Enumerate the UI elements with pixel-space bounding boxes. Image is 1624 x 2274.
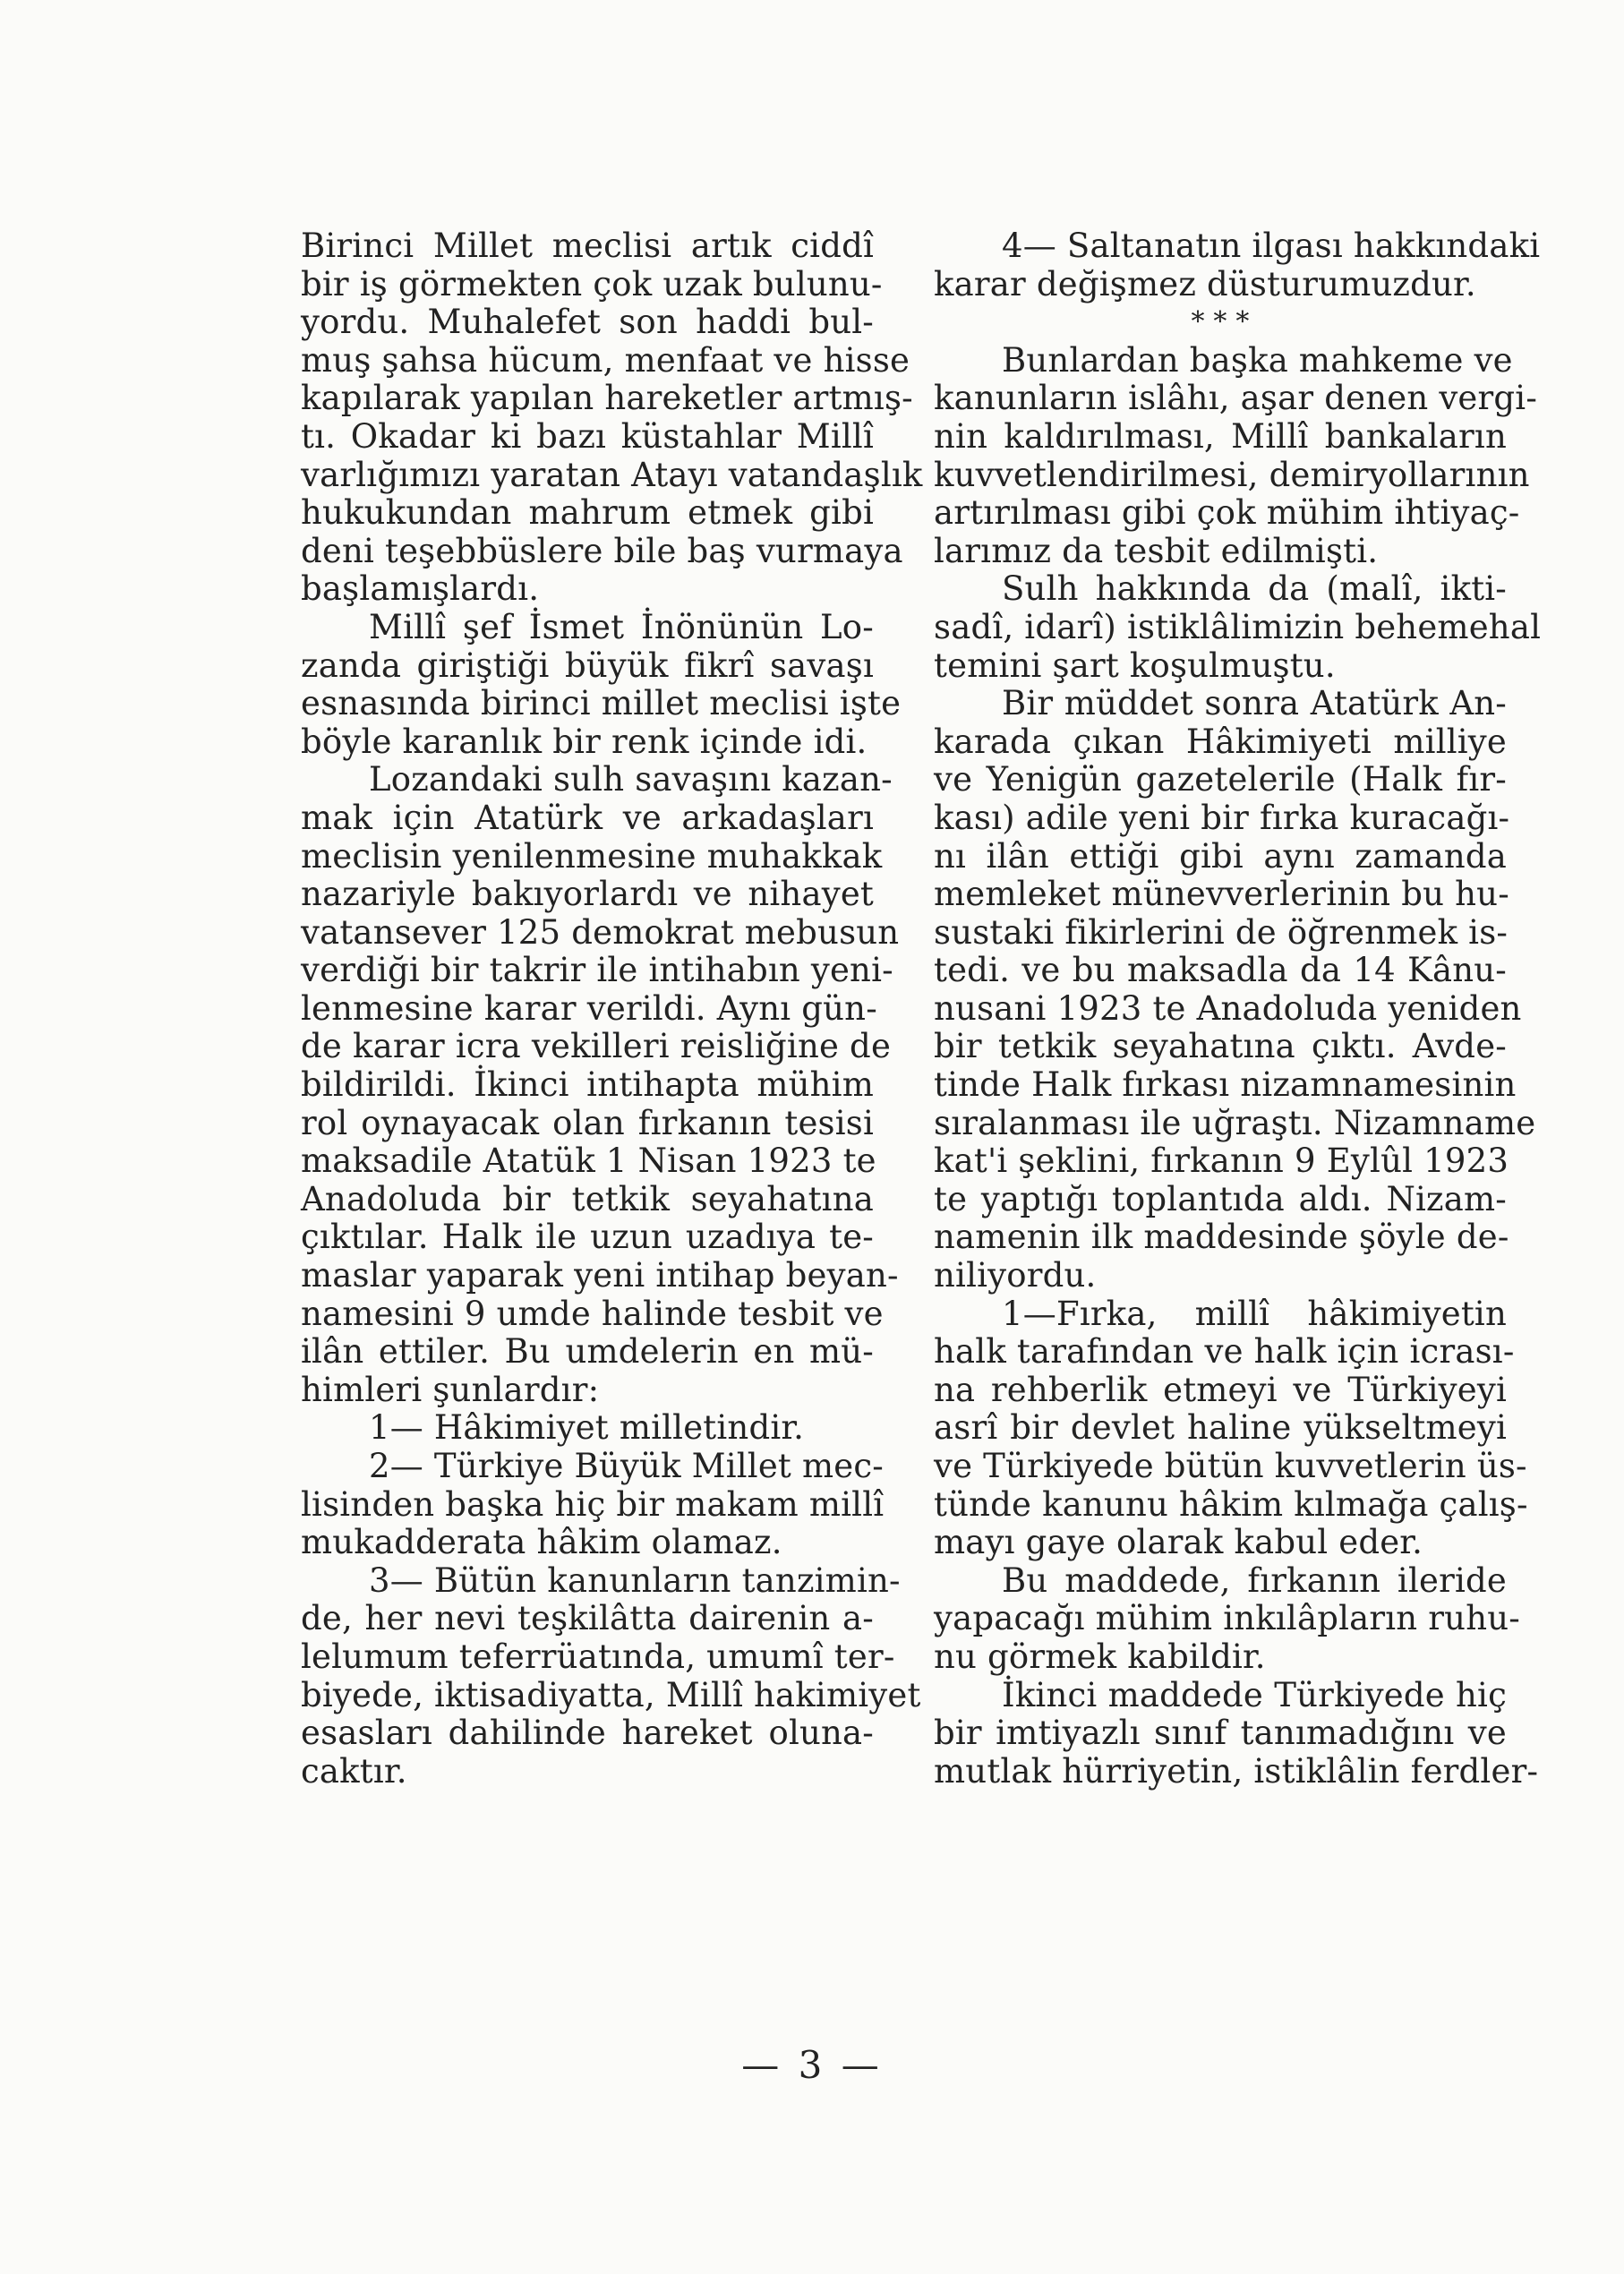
text-line: nı ilân ettiği gibi aynı zamanda (934, 836, 1507, 876)
text-line: larımız da tesbit edilmişti. (934, 531, 1379, 570)
text-line: yapacağı mühim inkılâpların ruhu- (934, 1599, 1520, 1638)
text-line: muş şahsa hücum, menfaat ve hisse (301, 340, 910, 380)
text-line: esasları dahilinde hareket oluna- (301, 1714, 874, 1753)
text-line: lisinden başka hiç bir makam millî (301, 1484, 885, 1524)
text-line: sadî, idarî) istiklâlimizin behemehal (934, 607, 1542, 646)
text-line: 2— Türkiye Büyük Millet mec- (369, 1447, 884, 1485)
text-line: Millî şef İsmet İnönünün Lo- (369, 607, 874, 646)
text-line: esnasında birinci millet meclisi işte (301, 684, 902, 723)
text-line: bir tetkik seyahatına çıktı. Avde- (934, 1027, 1507, 1066)
text-line: Sulh hakkında da (malî, ikti- (1002, 569, 1507, 609)
text-line: 4— Saltanatın ilgası hakkındaki (1002, 227, 1541, 265)
text-line: zanda giriştiği büyük fikrî savaşı (301, 645, 874, 685)
text-line: caktır. (301, 1751, 407, 1791)
text-line: kası) adile yeni bir fırka kuracağı- (934, 798, 1510, 837)
text-line: Birinci Millet meclisi artık ciddî (301, 227, 874, 265)
text-line: mukadderata hâkim olamaz. (301, 1523, 782, 1562)
text-line: de karar icra vekilleri reisliğine de (301, 1027, 892, 1066)
text-line: sıralanması ile uğraştı. Nizamname (934, 1103, 1536, 1142)
text-line: bildirildi. İkinci intihapta mühim (301, 1065, 874, 1105)
text-line: tünde kanunu hâkim kılmağa çalış- (934, 1484, 1528, 1524)
page-number: — 3 — (741, 2043, 883, 2087)
text-line: Bu maddede, fırkanın ileride (1002, 1560, 1507, 1600)
text-line: karar değişmez düsturumuzdur. (934, 264, 1476, 303)
text-line: ilân ettiler. Bu umdelerin en mü- (301, 1332, 874, 1372)
text-line: vatansever 125 demokrat mebusun (301, 912, 900, 952)
text-line: kuvvetlendirilmesi, demiryollarının (934, 455, 1530, 494)
text-line: namesini 9 umde halinde tesbit ve (301, 1294, 884, 1333)
text-line: nu görmek kabildir. (934, 1637, 1266, 1676)
text-line: tı. Okadar ki bazı küstahlar Millî (301, 416, 874, 456)
text-line: ve Yenigün gazetelerile (Halk fır- (934, 760, 1507, 799)
text-line: verdiği bir takrir ile intihabın yeni- (301, 951, 893, 990)
text-line: na rehberlik etmeyi ve Türkiyeyi (934, 1370, 1507, 1409)
text-line: 1—Fırka, millî hâkimiyetin (1002, 1294, 1507, 1333)
text-line: kanunların islâhı, aşar denen vergi- (934, 379, 1538, 418)
text-line: nazariyle bakıyorlardı ve nihayet (301, 875, 874, 914)
text-line: de, her nevi teşkilâtta dairenin a- (301, 1599, 874, 1638)
text-line: Lozandaki sulh savaşını kazan- (369, 760, 893, 799)
text-line: biyede, iktisadiyatta, Millî hakimiyet (301, 1675, 921, 1714)
text-line: 3— Bütün kanunların tanzimin- (369, 1560, 901, 1600)
text-line: ve Türkiyede bütün kuvvetlerin üs- (934, 1447, 1527, 1485)
text-line: temini şart koşulmuştu. (934, 645, 1336, 685)
right-text-column (934, 227, 1542, 1791)
text-line: himleri şunlardır: (301, 1370, 600, 1409)
text-line: lelumum teferrüatında, umumî ter- (301, 1637, 895, 1676)
left-text-column (301, 227, 923, 1791)
text-line: maksadile Atatük 1 Nisan 1923 te (301, 1141, 876, 1181)
text-line: deni teşebbüslere bile baş vurmaya (301, 531, 903, 570)
text-line: * * * (1191, 306, 1250, 338)
text-line: asrî bir devlet haline yükseltmeyi (934, 1408, 1507, 1448)
text-line: Bunlardan başka mahkeme ve (1002, 340, 1513, 380)
text-line: 1— Hâkimiyet milletindir. (369, 1408, 805, 1448)
text-line: Bir müddet sonra Atatürk An- (1002, 684, 1507, 723)
text-line: lenmesine karar verildi. Aynı gün- (301, 988, 877, 1028)
text-line: niliyordu. (934, 1256, 1097, 1295)
text-line: varlığımızı yaratan Atayı vatandaşlık (301, 455, 923, 494)
text-line: meclisin yenilenmesine muhakkak (301, 836, 883, 876)
text-line: rol oynayacak olan fırkanın tesisi (301, 1103, 874, 1142)
text-line: böyle karanlık bir renk içinde idi. (301, 722, 868, 761)
text-line: hukukundan mahrum etmek gibi (301, 493, 874, 533)
text-line: bir iş görmekten çok uzak bulunu- (301, 264, 883, 303)
text-line: kat'i şeklini, fırkanın 9 Eylûl 1923 (934, 1141, 1509, 1181)
text-line: nin kaldırılması, Millî bankaların (934, 416, 1507, 456)
text-line: namenin ilk maddesinde şöyle de- (934, 1218, 1509, 1257)
text-line: mayı gaye olarak kabul eder. (934, 1523, 1423, 1562)
text-line: kapılarak yapılan hareketler artmış- (301, 379, 913, 418)
text-line: mutlak hürriyetin, istiklâlin ferdler- (934, 1751, 1539, 1791)
text-line: artırılması gibi çok mühim ihtiyaç- (934, 493, 1520, 533)
text-line: te yaptığı toplantıda aldı. Nizam- (934, 1179, 1507, 1218)
text-line: Anadoluda bir tetkik seyahatına (301, 1179, 874, 1218)
text-line: maslar yaparak yeni intihap beyan- (301, 1256, 899, 1295)
text-line: yordu. Muhalefet son haddi bul- (301, 303, 874, 342)
text-line: mak için Atatürk ve arkadaşları (301, 798, 874, 837)
text-line: başlamışlardı. (301, 569, 540, 609)
text-line: tinde Halk fırkası nizamnamesinin (934, 1065, 1517, 1105)
text-line: bir imtiyazlı sınıf tanımadığını ve (934, 1714, 1507, 1753)
text-line: karada çıkan Hâkimiyeti milliye (934, 722, 1507, 761)
text-line: İkinci maddede Türkiyede hiç (1002, 1675, 1507, 1714)
text-line: memleket münevverlerinin bu hu- (934, 875, 1509, 914)
text-line: halk tarafından ve halk için icrası- (934, 1332, 1515, 1372)
text-line: çıktılar. Halk ile uzun uzadıya te- (301, 1218, 874, 1257)
text-line: tedi. ve bu maksadla da 14 Kânu- (934, 951, 1507, 990)
text-line: nusani 1923 te Anadoluda yeniden (934, 988, 1522, 1028)
text-line: sustaki fikirlerini de öğrenmek is- (934, 912, 1509, 952)
